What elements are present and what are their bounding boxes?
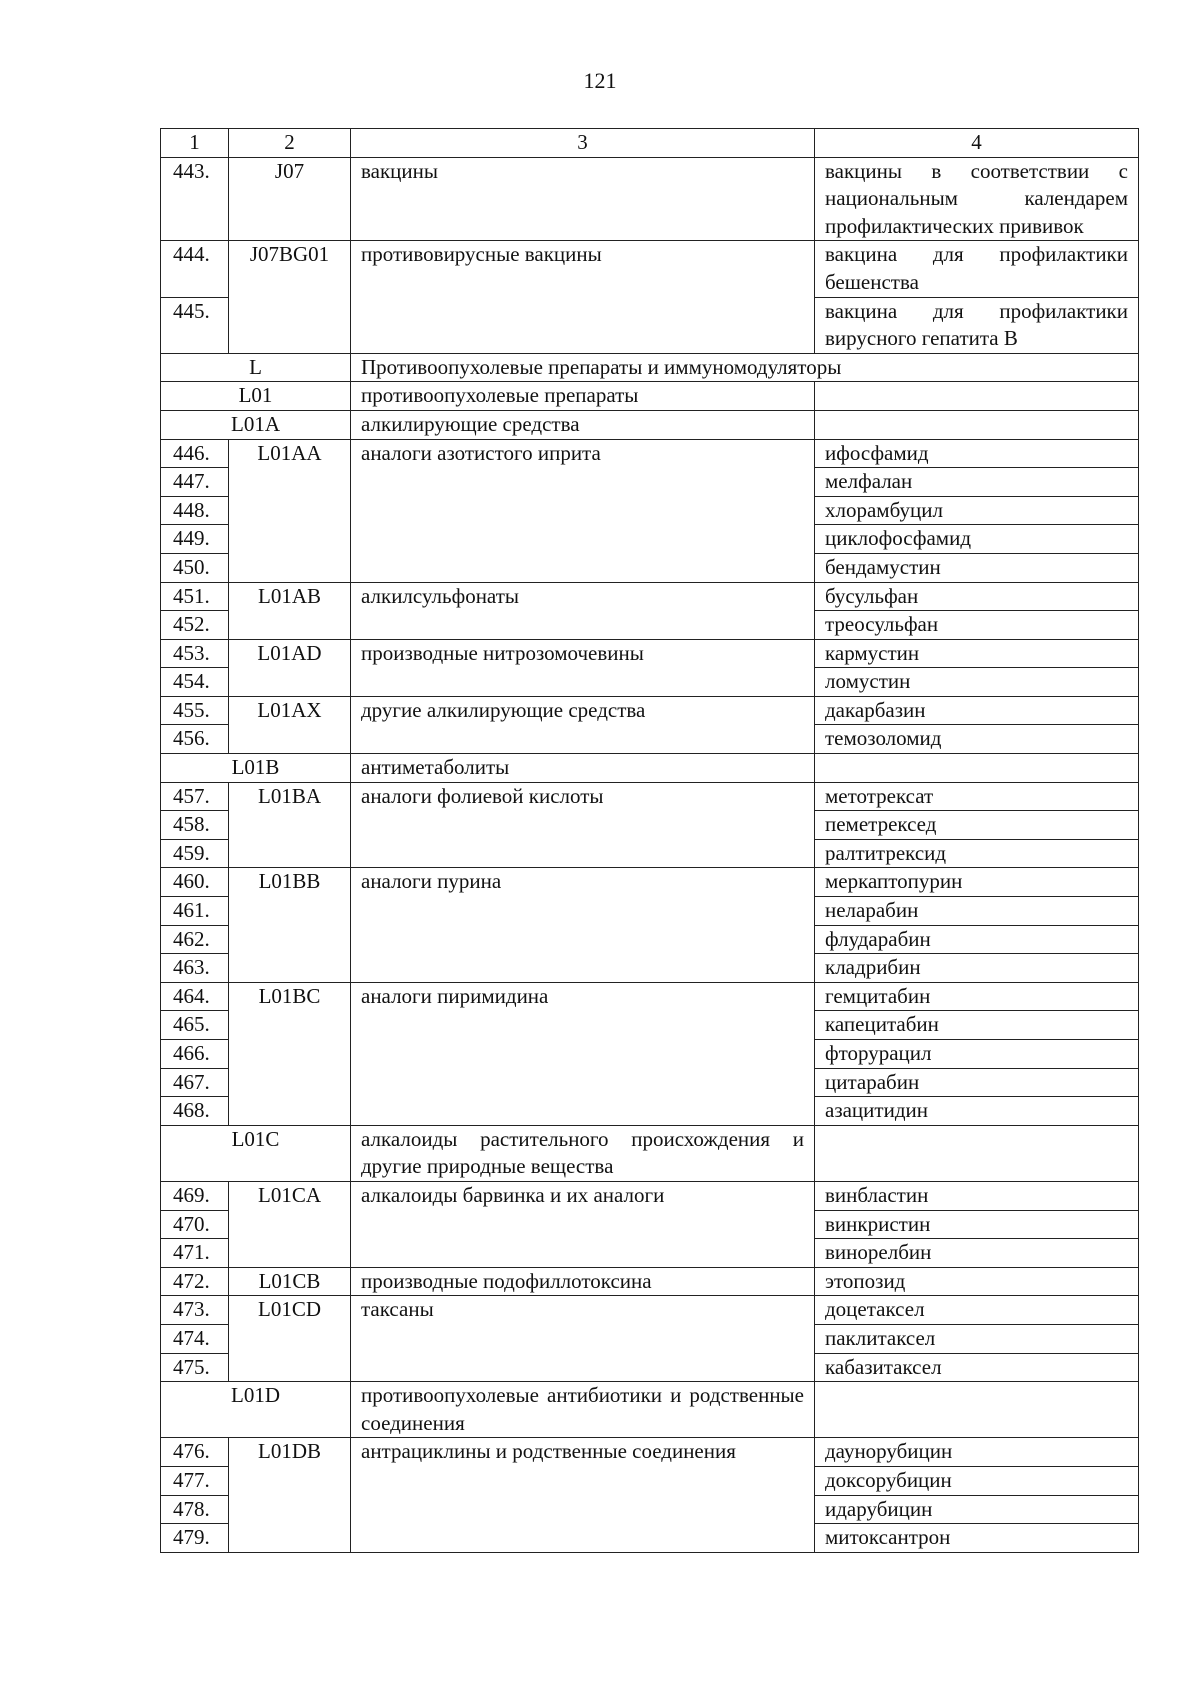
row-number: 473. [161, 1296, 229, 1325]
atc-group: аналоги азотистого иприта [351, 439, 815, 582]
subsection-title: противоопухолевые антибиотики и родственные соединения [351, 1382, 815, 1438]
table-row [161, 241, 1139, 297]
column-header: 3 [351, 129, 815, 158]
row-number: 448. [161, 496, 229, 525]
subsection-row [161, 410, 1139, 439]
subsection-title: антиметаболиты [351, 754, 815, 783]
row-number: 462. [161, 925, 229, 954]
subsection-title: противоопухолевые препараты [351, 382, 815, 411]
row-number: 459. [161, 839, 229, 868]
atc-code: L01CD [229, 1296, 351, 1382]
empty-cell [815, 1382, 1139, 1438]
atc-code: L [161, 353, 351, 382]
row-number: 463. [161, 954, 229, 983]
drug-name: идарубицин [815, 1495, 1139, 1524]
row-number: 470. [161, 1210, 229, 1239]
drug-name: капецитабин [815, 1011, 1139, 1040]
atc-code: L01B [161, 754, 351, 783]
subsection-row [161, 754, 1139, 783]
drug-name: винорелбин [815, 1239, 1139, 1268]
row-number: 457. [161, 782, 229, 811]
atc-code: L01A [161, 410, 351, 439]
row-number: 471. [161, 1239, 229, 1268]
drug-name: кабазитаксел [815, 1353, 1139, 1382]
atc-group: другие алкилирующие средства [351, 696, 815, 753]
row-number: 476. [161, 1438, 229, 1467]
atc-code: L01AA [229, 439, 351, 582]
row-number: 460. [161, 868, 229, 897]
drug-name: фторурацил [815, 1040, 1139, 1069]
atc-group: аналоги пиримидина [351, 982, 815, 1125]
row-number: 458. [161, 811, 229, 840]
atc-code: L01D [161, 1382, 351, 1438]
atc-code: L01C [161, 1125, 351, 1181]
row-number: 469. [161, 1181, 229, 1210]
subsection-title: алкилирующие средства [351, 410, 815, 439]
drug-name: доксорубицин [815, 1466, 1139, 1495]
row-number: 447. [161, 468, 229, 497]
row-number: 479. [161, 1524, 229, 1553]
table-row [161, 582, 1139, 611]
drug-name: вакцина для профилактики вирусного гепатита B [815, 297, 1139, 353]
row-number: 451. [161, 582, 229, 611]
drug-name: азацитидин [815, 1097, 1139, 1126]
page-number: 121 [583, 68, 617, 93]
atc-group: вакцины [351, 157, 815, 241]
atc-code: L01DB [229, 1438, 351, 1552]
atc-code: L01BA [229, 782, 351, 868]
drug-name: бусульфан [815, 582, 1139, 611]
row-number: 449. [161, 525, 229, 554]
table-row [161, 782, 1139, 811]
atc-code: L01AB [229, 582, 351, 639]
drug-table [160, 128, 1139, 1553]
empty-cell [815, 382, 1139, 411]
atc-group: производные нитрозомочевины [351, 639, 815, 696]
drug-name: ралтитрексид [815, 839, 1139, 868]
atc-group: таксаны [351, 1296, 815, 1382]
drug-name: метотрексат [815, 782, 1139, 811]
drug-name: кармустин [815, 639, 1139, 668]
atc-group: алкилсульфонаты [351, 582, 815, 639]
drug-name: гемцитабин [815, 982, 1139, 1011]
subsection-row [161, 382, 1139, 411]
row-number: 444. [161, 241, 229, 297]
atc-code: J07 [229, 157, 351, 241]
drug-name: даунорубицин [815, 1438, 1139, 1467]
drug-name: треосульфан [815, 611, 1139, 640]
table-row [161, 868, 1139, 897]
drug-name: циклофосфамид [815, 525, 1139, 554]
drug-name: паклитаксел [815, 1324, 1139, 1353]
row-number: 455. [161, 696, 229, 725]
column-header: 4 [815, 129, 1139, 158]
row-number: 446. [161, 439, 229, 468]
atc-code: L01AD [229, 639, 351, 696]
section-row [161, 353, 1139, 382]
atc-code: L01CA [229, 1181, 351, 1267]
atc-code: J07BG01 [229, 241, 351, 353]
row-number: 450. [161, 553, 229, 582]
drug-name: этопозид [815, 1267, 1139, 1296]
drug-name: хлорамбуцил [815, 496, 1139, 525]
row-number: 468. [161, 1097, 229, 1126]
row-number: 474. [161, 1324, 229, 1353]
subsection-row [161, 1382, 1139, 1438]
row-number: 454. [161, 668, 229, 697]
drug-name: вакцина для профилактики бешенства [815, 241, 1139, 297]
table-row [161, 639, 1139, 668]
atc-code: L01CB [229, 1267, 351, 1296]
empty-cell [815, 410, 1139, 439]
table-row [161, 157, 1139, 241]
atc-code: L01BC [229, 982, 351, 1125]
row-number: 461. [161, 897, 229, 926]
row-number: 472. [161, 1267, 229, 1296]
atc-code: L01BB [229, 868, 351, 982]
drug-name: винкристин [815, 1210, 1139, 1239]
drug-name: флударабин [815, 925, 1139, 954]
drug-name: ифосфамид [815, 439, 1139, 468]
row-number: 445. [161, 297, 229, 353]
drug-name: вакцины в соответствии с национальным календарем профилактических прививок [815, 157, 1139, 241]
atc-group: аналоги фолиевой кислоты [351, 782, 815, 868]
atc-group: аналоги пурина [351, 868, 815, 982]
atc-group: антрациклины и родственные соединения [351, 1438, 815, 1552]
drug-name: пеметрексед [815, 811, 1139, 840]
drug-name: бендамустин [815, 553, 1139, 582]
row-number: 466. [161, 1040, 229, 1069]
row-number: 465. [161, 1011, 229, 1040]
atc-code: L01 [161, 382, 351, 411]
row-number: 478. [161, 1495, 229, 1524]
atc-group: производные подофиллотоксина [351, 1267, 815, 1296]
row-number: 464. [161, 982, 229, 1011]
row-number: 443. [161, 157, 229, 241]
table-row [161, 1438, 1139, 1467]
table-row [161, 439, 1139, 468]
subsection-title: алкалоиды растительного происхождения и другие природные вещества [351, 1125, 815, 1181]
row-number: 475. [161, 1353, 229, 1382]
drug-table-body [161, 129, 1139, 1553]
row-number: 467. [161, 1068, 229, 1097]
drug-name: цитарабин [815, 1068, 1139, 1097]
atc-group: алкалоиды барвинка и их аналоги [351, 1181, 815, 1267]
empty-cell [815, 754, 1139, 783]
column-header: 2 [229, 129, 351, 158]
table-row [161, 1267, 1139, 1296]
drug-name: кладрибин [815, 954, 1139, 983]
drug-name: мелфалан [815, 468, 1139, 497]
row-number: 453. [161, 639, 229, 668]
row-number: 456. [161, 725, 229, 754]
drug-name: доцетаксел [815, 1296, 1139, 1325]
atc-group: противовирусные вакцины [351, 241, 815, 353]
row-number: 477. [161, 1466, 229, 1495]
drug-name: дакарбазин [815, 696, 1139, 725]
row-number: 452. [161, 611, 229, 640]
table-row [161, 1296, 1139, 1325]
atc-code: L01AX [229, 696, 351, 753]
column-header: 1 [161, 129, 229, 158]
table-header-row [161, 129, 1139, 158]
section-title: Противоопухолевые препараты и иммуномодуляторы [351, 353, 1139, 382]
table-row [161, 1181, 1139, 1210]
drug-name: митоксантрон [815, 1524, 1139, 1553]
subsection-row [161, 1125, 1139, 1181]
empty-cell [815, 1125, 1139, 1181]
drug-name: ломустин [815, 668, 1139, 697]
drug-name: неларабин [815, 897, 1139, 926]
table-row [161, 696, 1139, 725]
drug-name: меркаптопурин [815, 868, 1139, 897]
drug-name: темозоломид [815, 725, 1139, 754]
drug-name: винбластин [815, 1181, 1139, 1210]
table-row [161, 982, 1139, 1011]
